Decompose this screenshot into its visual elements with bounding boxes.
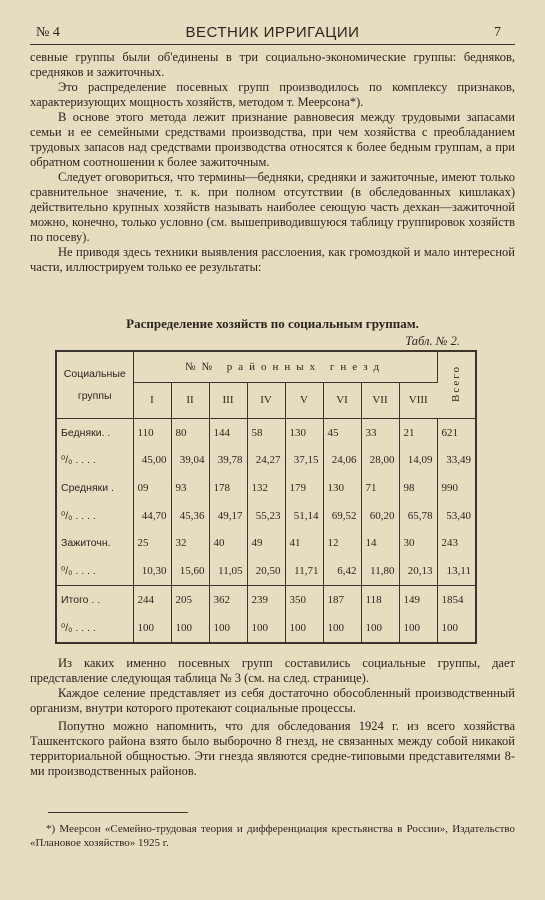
table-cell: 11,05 — [209, 557, 247, 586]
table-cell: 55,23 — [247, 502, 285, 530]
table-cell: 14,09 — [399, 447, 437, 475]
table-cell: 20,13 — [399, 557, 437, 586]
table-cell: 40 — [209, 529, 247, 557]
paragraph: Из каких именно посевных групп составились социальные группы, дает представление следующая таблица № 3 (см. на след. странице). — [30, 656, 515, 685]
table-cell: 49 — [247, 529, 285, 557]
header-total — [437, 352, 475, 418]
table-row — [57, 529, 475, 557]
table-cell: 12 — [323, 529, 361, 557]
table-cell: 39,78 — [209, 447, 247, 475]
table-cell: 149 — [399, 586, 437, 615]
table-cell: 45 — [323, 418, 361, 447]
table-row — [57, 418, 475, 447]
total-cell: 243 — [441, 537, 458, 550]
table-cell: 100 — [133, 614, 171, 642]
text-block-top — [30, 50, 515, 275]
col-header: VIII — [399, 382, 437, 418]
table-cell: 205 — [171, 586, 209, 615]
table-cell: 24,06 — [323, 447, 361, 475]
col-header: IV — [247, 382, 285, 418]
total-cell: 1854 — [437, 586, 475, 615]
row-label: Итого . . — [57, 586, 133, 615]
col-header: V — [285, 382, 323, 418]
total-cell: 621 — [441, 426, 458, 439]
table-cell: 51,14 — [285, 502, 323, 530]
social-groups-table — [55, 350, 477, 644]
table-title: Распределение хозяйств по социальным группам. — [126, 316, 419, 331]
table-cell: 45,36 — [171, 502, 209, 530]
table-cell: 28,00 — [361, 447, 399, 475]
row-label: ⁰/₀ . . . . — [57, 557, 133, 586]
header-social-groups-text: Социальные группы — [63, 367, 126, 402]
table-cell: 24,27 — [247, 447, 285, 475]
table-cell: 09 — [133, 474, 171, 502]
table-cell: 45,00 — [133, 447, 171, 475]
col-header: III — [209, 382, 247, 418]
table-cell: 93 — [171, 474, 209, 502]
table-cell: 132 — [247, 474, 285, 502]
total-cell: 13,11 — [446, 565, 471, 578]
table-cell: 100 — [209, 614, 247, 642]
table-cell: 130 — [323, 474, 361, 502]
footnote — [30, 822, 515, 850]
header-total-text: Всего — [450, 364, 463, 402]
table-row — [57, 447, 475, 475]
header-nests: №№ районных гнезд — [133, 352, 437, 382]
row-label: ⁰/₀ . . . . — [57, 614, 133, 642]
table-cell: 118 — [361, 586, 399, 615]
table-cell: 362 — [209, 586, 247, 615]
table-row — [57, 614, 475, 642]
paragraph: Каждое селение представляет из себя достаточно обособленный производственный организм, внутри которого протекают социальные процессы. — [30, 686, 515, 715]
col-header: I — [133, 382, 171, 418]
header-social-groups — [57, 352, 133, 418]
table-cell: 110 — [133, 418, 171, 447]
table-cell: 130 — [285, 418, 323, 447]
table-cell: 30 — [399, 529, 437, 557]
table-cell: 69,52 — [323, 502, 361, 530]
row-label: Бедняки. . — [57, 418, 133, 447]
row-label: Средняки . — [57, 474, 133, 502]
table-cell: 25 — [133, 529, 171, 557]
table-cell: 21 — [399, 418, 437, 447]
row-label: Зажиточн. — [57, 529, 133, 557]
text-block-bottom — [30, 656, 515, 779]
table-cell: 41 — [285, 529, 323, 557]
issue-number: № 4 — [36, 25, 60, 40]
total-cell: 53,40 — [446, 509, 471, 522]
footnote-text: *) Меерсон «Семейно-трудовая теория и дифференциация крестьянства в России», Издательство «Плановое хозяйство» 1925 г. — [30, 823, 515, 849]
table-cell: 98 — [399, 474, 437, 502]
paragraph: Это распределение посевных групп производилось по комплексу признаков, характеризующих мощность хозяйств, методом т. Меерсона*). — [30, 80, 515, 109]
table-cell: 39,04 — [171, 447, 209, 475]
page-number: 7 — [494, 25, 501, 40]
table-row — [57, 557, 475, 586]
table-cell: 100 — [171, 614, 209, 642]
row-label: ⁰/₀ . . . . — [57, 502, 133, 530]
table-cell: 44,70 — [133, 502, 171, 530]
table-cell: 32 — [171, 529, 209, 557]
table-row — [57, 474, 475, 502]
page-header — [30, 22, 515, 45]
journal-title: ВЕСТНИК ИРРИГАЦИИ — [185, 24, 360, 41]
table-cell: 20,50 — [247, 557, 285, 586]
footnote-divider — [48, 812, 188, 813]
table-cell: 187 — [323, 586, 361, 615]
col-header: VI — [323, 382, 361, 418]
table-cell: 100 — [361, 614, 399, 642]
table-cell: 144 — [209, 418, 247, 447]
paragraph: Следует оговориться, что термины—бедняки, средняки и зажиточные, имеют только сравнительное значение, т. к. при полном отсутствии (в обследованных кишлаках) действительно крупных хозяйств называть наиболее сеющую часть дехкан—зажиточной можно, конечно, только условно (см. вышеприводившуюся таблицу группировок хозяйств по посеву). — [30, 170, 515, 244]
table-row — [57, 586, 475, 615]
table-cell: 179 — [285, 474, 323, 502]
table-cell: 15,60 — [171, 557, 209, 586]
table-cell: 37,15 — [285, 447, 323, 475]
col-header: II — [171, 382, 209, 418]
table-cell: 11,71 — [285, 557, 323, 586]
table-cell: 100 — [323, 614, 361, 642]
table-cell: 100 — [399, 614, 437, 642]
table-label: Табл. № 2. — [405, 334, 460, 348]
total-cell: 990 — [441, 482, 458, 495]
table-cell: 244 — [133, 586, 171, 615]
table-cell: 10,30 — [133, 557, 171, 586]
table-cell: 178 — [209, 474, 247, 502]
table-cell: 239 — [247, 586, 285, 615]
table-cell: 58 — [247, 418, 285, 447]
paragraph: В основе этого метода лежит признание равновесия между трудовыми запасами семьи и ее семейными средствами производства, при чем хозяйства с преобладанием трудовых запасов над средствами производства относятся к более бедным группам, а при обратном соотношении к более зажиточным. — [30, 110, 515, 169]
table-cell: 33 — [361, 418, 399, 447]
table-cell: 6,42 — [323, 557, 361, 586]
table-cell: 100 — [247, 614, 285, 642]
table-row — [57, 502, 475, 530]
total-cell: 100 — [441, 622, 458, 635]
table-cell: 14 — [361, 529, 399, 557]
paragraph: севные группы были об'единены в три социально-экономические группы: бедняков, средняков и зажиточных. — [30, 50, 515, 79]
table-cell: 11,80 — [361, 557, 399, 586]
paragraph: Попутно можно напомнить, что для обследования 1924 г. из всего хозяйства Ташкентского района взято было выборочно 8 гнезд, не связанных между собой никакой территориальной общностью. Эти гнезда являются средне-типовыми представителями 8-ми производственных районов. — [30, 719, 515, 778]
table-cell: 350 — [285, 586, 323, 615]
paragraph: Не приводя здесь техники выявления расслоения, как громоздкой и мало интересной части, иллюстрируем только ее результаты: — [30, 245, 515, 274]
table-cell: 49,17 — [209, 502, 247, 530]
table-cell: 65,78 — [399, 502, 437, 530]
table-cell: 80 — [171, 418, 209, 447]
table-cell: 71 — [361, 474, 399, 502]
col-header: VII — [361, 382, 399, 418]
total-cell: 33,49 — [446, 454, 471, 467]
table-cell: 60,20 — [361, 502, 399, 530]
table-cell: 100 — [285, 614, 323, 642]
row-label: ⁰/₀ . . . . — [57, 447, 133, 475]
